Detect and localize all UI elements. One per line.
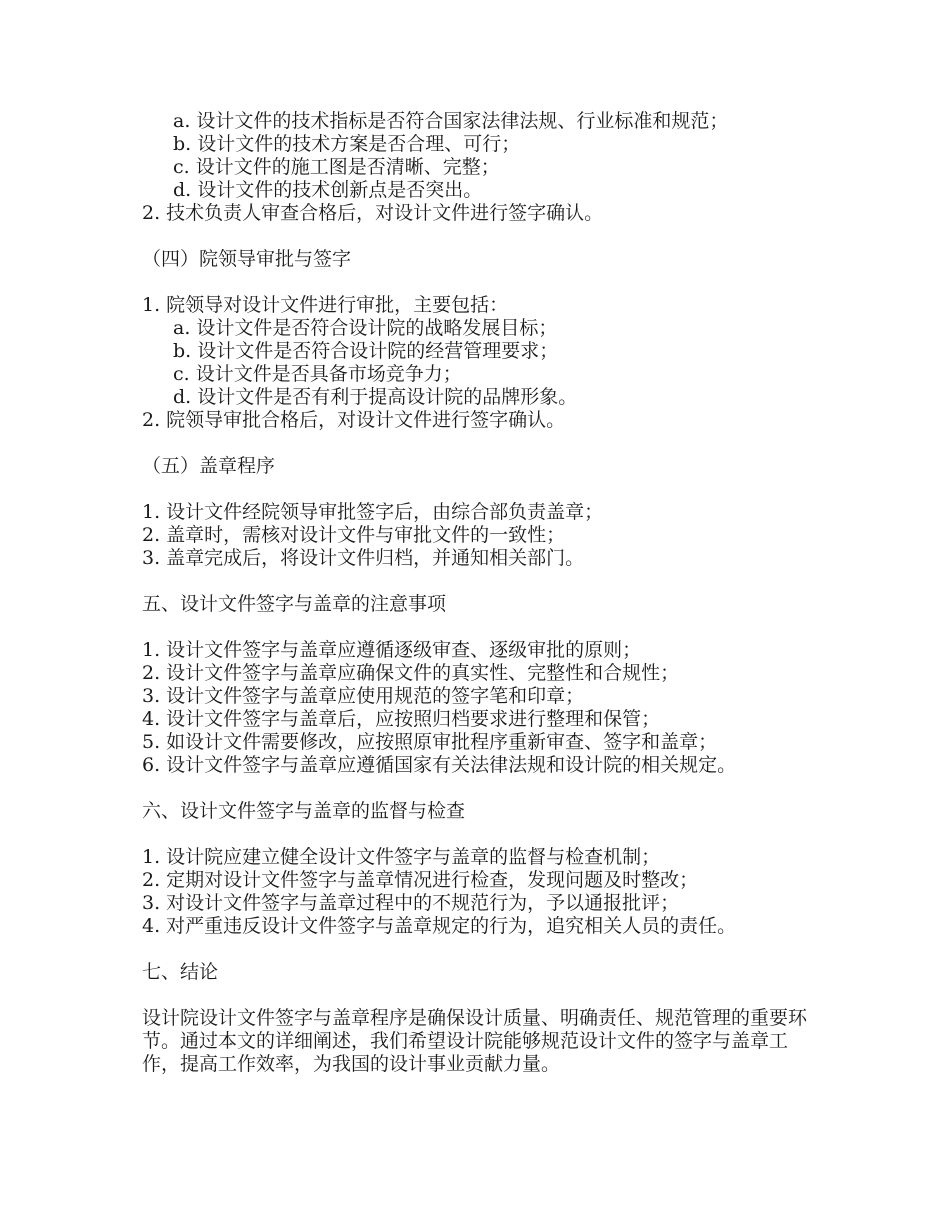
spacer xyxy=(142,823,807,846)
list-item-3a: a. 设计文件的技术指标是否符合国家法律法规、行业标准和规范； xyxy=(173,110,729,132)
list-item: 1. 设计文件签字与盖章应遵循逐级审查、逐级审批的原则； xyxy=(142,639,642,661)
list-item-4d: d. 设计文件是否有利于提高设计院的品牌形象。 xyxy=(173,386,578,408)
spacer xyxy=(142,570,807,593)
list-item-3b: b. 设计文件的技术方案是否合理、可行； xyxy=(173,133,521,155)
part-5-heading: 五、设计文件签字与盖章的注意事项 xyxy=(142,593,447,615)
conclusion-paragraph: 设计院设计文件签字与盖章程序是确保设计质量、明确责任、规范管理的重要环节。通过本文的详细阐述，我们希望设计院能够规范设计文件的签字与盖章工作，提高工作效率，为我国的设计事业贡献力量。 xyxy=(142,1007,808,1075)
list-item-4-1: 1. 院领导对设计文件进行审批，主要包括： xyxy=(142,294,509,316)
list-item-4-2: 2. 院领导审批合格后，对设计文件进行签字确认。 xyxy=(142,409,566,431)
list-item-3d: d. 设计文件的技术创新点是否突出。 xyxy=(173,179,483,201)
list-item: 2. 定期对设计文件签字与盖章情况进行检查，发现问题及时整改； xyxy=(142,869,699,891)
list-item: 3. 设计文件签字与盖章应使用规范的签字笔和印章； xyxy=(142,685,585,707)
list-item: 1. 设计院应建立健全设计文件签字与盖章的监督与检查机制； xyxy=(142,846,661,868)
list-item-4c: c. 设计文件是否具备市场竞争力； xyxy=(173,363,462,385)
document-body xyxy=(142,110,807,1076)
list-item: 1. 设计文件经院领导审批签字后，由综合部负责盖章； xyxy=(142,501,604,523)
spacer xyxy=(142,478,807,501)
list-item: 6. 设计文件签字与盖章应遵循国家有关法律法规和设计院的相关规定。 xyxy=(142,754,737,776)
list-item-4b: b. 设计文件是否符合设计院的经营管理要求； xyxy=(173,340,559,362)
list-item: 3. 盖章完成后，将设计文件归档，并通知相关部门。 xyxy=(142,547,585,569)
list-item-3c: c. 设计文件的施工图是否清晰、完整； xyxy=(173,156,500,178)
section-4-heading: （四）院领导审批与签字 xyxy=(142,248,352,270)
spacer xyxy=(142,616,807,639)
list-item: 2. 盖章时，需核对设计文件与审批文件的一致性； xyxy=(142,524,566,546)
list-item: 5. 如设计文件需要修改，应按照原审批程序重新审查、签字和盖章； xyxy=(142,731,718,753)
spacer xyxy=(142,777,807,800)
part-7-heading: 七、结论 xyxy=(142,961,219,983)
spacer xyxy=(142,938,807,961)
part-6-heading: 六、设计文件签字与盖章的监督与检查 xyxy=(142,800,466,822)
list-item-4a: a. 设计文件是否符合设计院的战略发展目标； xyxy=(173,317,558,339)
list-item: 4. 对严重违反设计文件签字与盖章规定的行为，追究相关人员的责任。 xyxy=(142,915,737,937)
list-item: 3. 对设计文件签字与盖章过程中的不规范行为，予以通报批评； xyxy=(142,892,680,914)
list-item: 4. 设计文件签字与盖章后，应按照归档要求进行整理和保管； xyxy=(142,708,661,730)
spacer xyxy=(142,271,807,294)
list-item: 2. 设计文件签字与盖章应确保文件的真实性、完整性和合规性； xyxy=(142,662,680,684)
spacer xyxy=(142,432,807,455)
list-item-3-2: 2. 技术负责人审查合格后，对设计文件进行签字确认。 xyxy=(142,202,604,224)
spacer xyxy=(142,225,807,248)
section-5-heading: （五）盖章程序 xyxy=(142,455,276,477)
spacer xyxy=(142,984,807,1007)
